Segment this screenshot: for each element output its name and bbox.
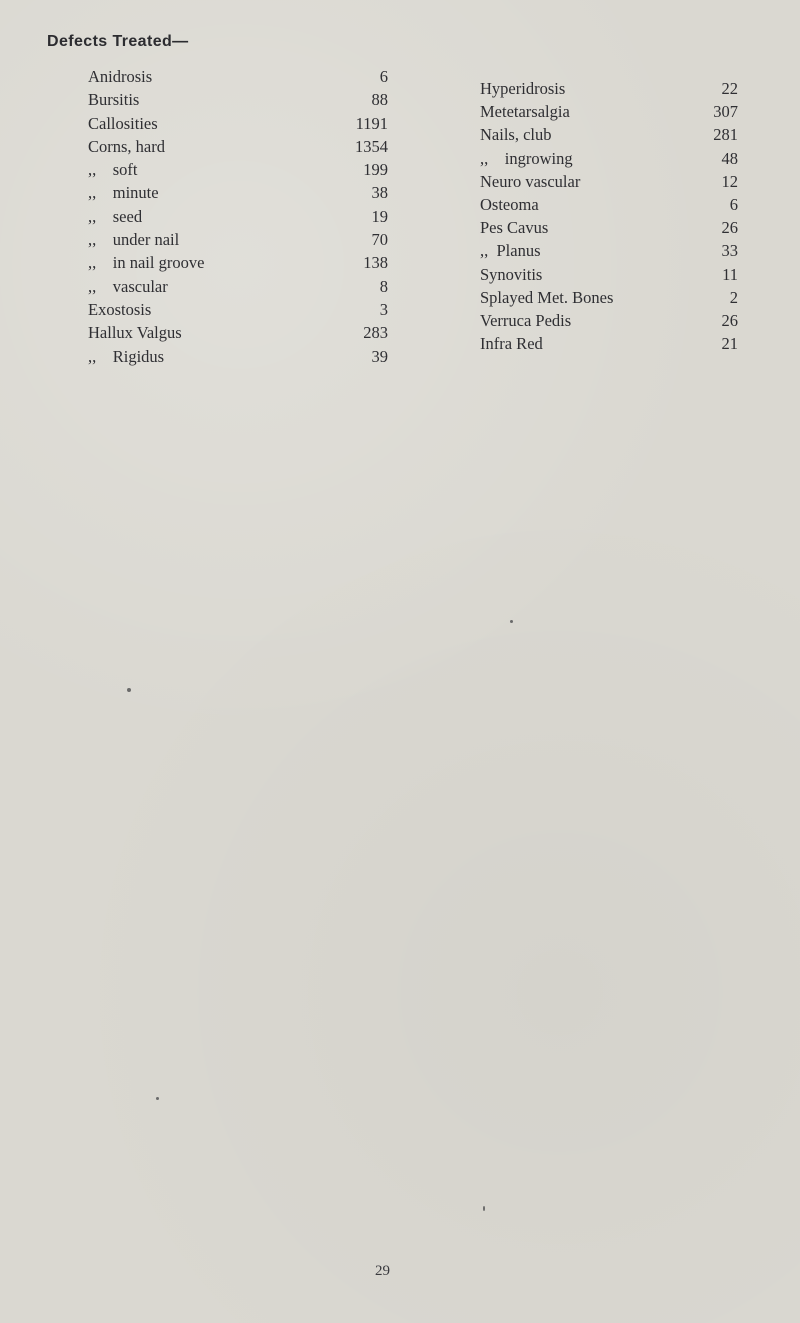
defect-row bbox=[88, 88, 388, 111]
defect-row bbox=[480, 332, 738, 355]
defect-name: ,, vascular bbox=[88, 276, 168, 296]
defect-count: 3 bbox=[379, 299, 388, 319]
defect-count: 33 bbox=[721, 241, 738, 261]
defect-name: ,, minute bbox=[88, 183, 159, 203]
defect-name: ,, Rigidus bbox=[88, 346, 165, 366]
defect-count: 26 bbox=[721, 310, 738, 330]
defect-count: 1354 bbox=[355, 136, 388, 156]
defect-row bbox=[480, 147, 738, 170]
defect-name: Corns, hard bbox=[88, 136, 165, 156]
defect-name: ,, soft bbox=[88, 160, 138, 180]
page-number: 29 bbox=[375, 1263, 390, 1279]
defect-count: 199 bbox=[363, 160, 388, 180]
defect-row bbox=[480, 309, 738, 332]
defect-row bbox=[88, 112, 388, 135]
defect-name: Nails, club bbox=[480, 125, 552, 145]
paper-speck bbox=[156, 1097, 159, 1100]
defect-name: Neuro vascular bbox=[480, 171, 581, 191]
defect-row bbox=[88, 298, 388, 321]
defect-row bbox=[480, 77, 738, 100]
defect-row bbox=[480, 216, 738, 239]
paper-speck bbox=[483, 1206, 485, 1211]
defect-name: Callosities bbox=[88, 113, 158, 133]
defect-row bbox=[88, 321, 388, 344]
paper-speck bbox=[510, 620, 513, 623]
defect-name: ,, under nail bbox=[88, 230, 180, 250]
defect-row bbox=[480, 193, 738, 216]
paper-speck bbox=[127, 688, 131, 692]
section-heading: Defects Treated— bbox=[47, 33, 189, 50]
defect-row bbox=[88, 135, 388, 158]
defect-name: ,, seed bbox=[88, 206, 143, 226]
defect-count: 11 bbox=[722, 264, 738, 284]
defect-row bbox=[88, 345, 388, 368]
defect-count: 19 bbox=[371, 206, 388, 226]
defect-count: 26 bbox=[721, 218, 738, 238]
defect-name: Bursitis bbox=[88, 90, 140, 110]
defect-row bbox=[88, 251, 388, 274]
defect-name: Exostosis bbox=[88, 299, 152, 319]
defect-count: 2 bbox=[729, 287, 738, 307]
defect-name: Verruca Pedis bbox=[480, 310, 572, 330]
defect-count: 39 bbox=[371, 346, 388, 366]
defect-row bbox=[480, 170, 738, 193]
defect-count: 12 bbox=[721, 171, 738, 191]
defect-name: Splayed Met. Bones bbox=[480, 287, 614, 307]
defect-name: Hyperidrosis bbox=[480, 79, 566, 98]
defect-name: ,, ingrowing bbox=[480, 148, 573, 168]
defect-count: 88 bbox=[371, 90, 388, 110]
defect-row bbox=[480, 239, 738, 262]
defect-count: 48 bbox=[721, 148, 738, 168]
defect-count: 38 bbox=[371, 183, 388, 203]
defect-name: Infra Red bbox=[480, 334, 543, 354]
defect-name: Anidrosis bbox=[88, 67, 153, 86]
defect-name: Pes Cavus bbox=[480, 218, 549, 238]
defect-count: 307 bbox=[713, 102, 738, 122]
defect-count: 281 bbox=[713, 125, 738, 145]
defect-count: 6 bbox=[379, 67, 388, 86]
defect-row bbox=[480, 263, 738, 286]
defect-row bbox=[480, 123, 738, 146]
defect-count: 283 bbox=[363, 323, 388, 343]
defect-row bbox=[480, 100, 738, 123]
defect-name: Metetarsalgia bbox=[480, 102, 570, 122]
right-defects-list bbox=[480, 77, 738, 355]
defect-row bbox=[88, 158, 388, 181]
defect-count: 6 bbox=[729, 194, 738, 214]
defect-name: Synovitis bbox=[480, 264, 543, 284]
left-defects-list bbox=[88, 65, 388, 368]
defect-name: Hallux Valgus bbox=[88, 323, 182, 343]
defect-row bbox=[88, 228, 388, 251]
defect-row bbox=[88, 275, 388, 298]
defect-row bbox=[88, 205, 388, 228]
defect-name: Osteoma bbox=[480, 194, 539, 214]
defect-count: 8 bbox=[379, 276, 388, 296]
defect-count: 22 bbox=[721, 79, 738, 98]
defect-row bbox=[88, 65, 388, 88]
defect-row bbox=[480, 286, 738, 309]
defect-row bbox=[88, 181, 388, 204]
defect-name: ,, Planus bbox=[480, 241, 541, 261]
defect-count: 1191 bbox=[355, 113, 388, 133]
defect-count: 70 bbox=[371, 230, 388, 250]
defect-count: 21 bbox=[721, 334, 738, 354]
defect-count: 138 bbox=[363, 253, 388, 273]
defect-name: ,, in nail groove bbox=[88, 253, 205, 273]
